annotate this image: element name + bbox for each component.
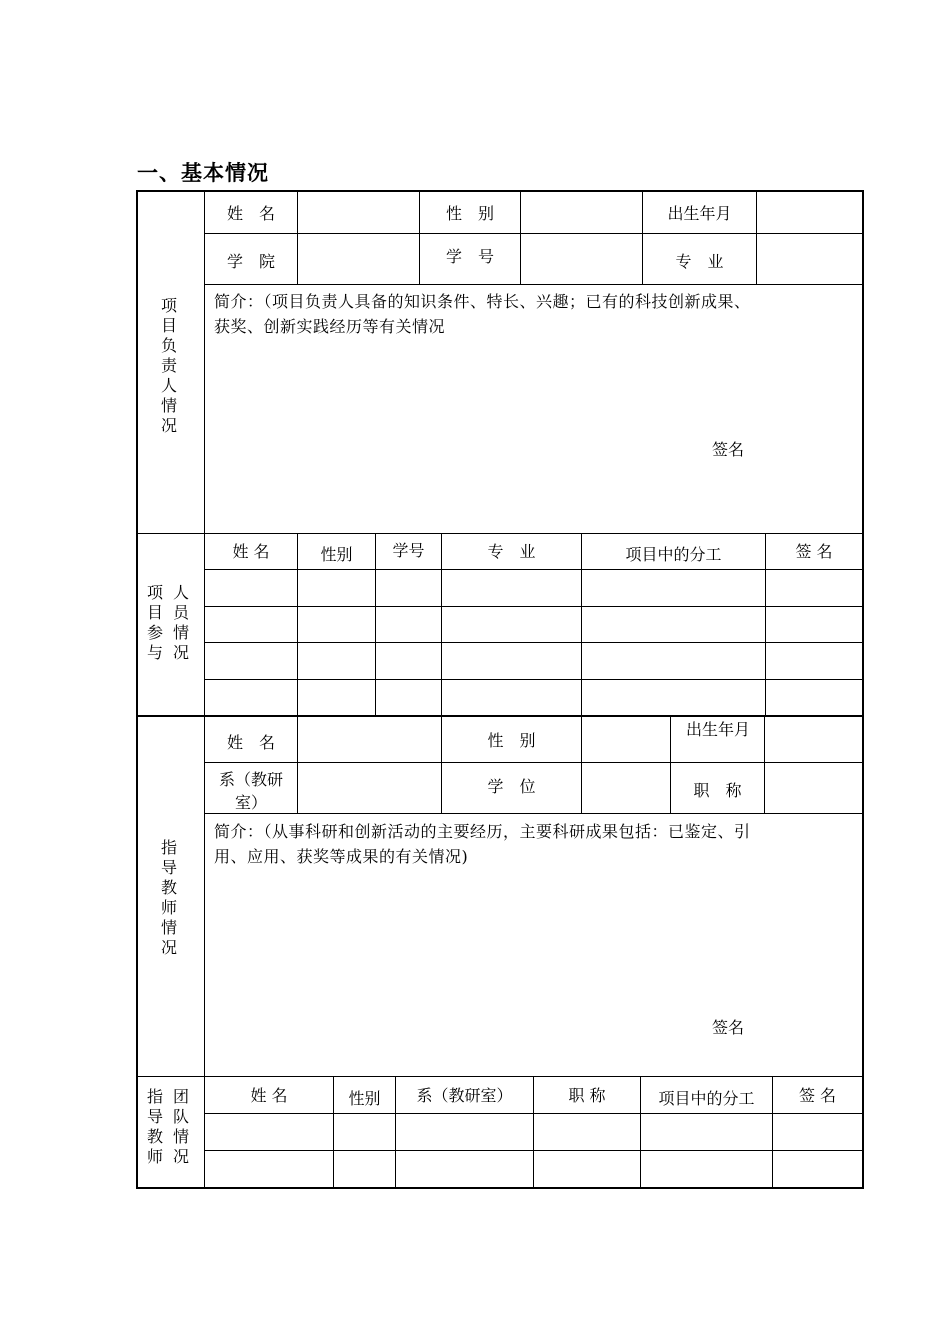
leader-gender-label: 性 别 <box>445 204 494 223</box>
divider <box>136 715 864 717</box>
members-header-name: 姓 名 <box>232 542 270 561</box>
divider <box>204 190 205 1189</box>
advisor-title-label: 职 称 <box>693 781 742 800</box>
advisor-title-field[interactable] <box>765 763 862 813</box>
divider <box>204 813 864 814</box>
team-header-dept: 系（教研室） <box>416 1086 513 1105</box>
leader-intro-text[interactable] <box>214 289 859 339</box>
leader-major-label: 专 业 <box>675 252 724 271</box>
advisor-intro-text[interactable] <box>214 819 859 869</box>
advisor-birth-field[interactable] <box>765 717 862 762</box>
leader-college-field[interactable] <box>298 234 419 284</box>
advisor-section-label: 指导教师情况 <box>160 838 177 957</box>
leader-intro-line: 获奖、创新实践经历等有关情况 <box>214 317 446 336</box>
advisor-degree-field[interactable] <box>582 763 670 813</box>
leader-section-label: 项目负责人情况 <box>160 296 177 435</box>
advisor-name-label: 姓 名 <box>226 733 275 752</box>
leader-gender-field[interactable] <box>521 191 642 233</box>
leader-college-label: 学 院 <box>226 252 275 271</box>
advisor-dept-field[interactable] <box>298 763 441 813</box>
divider <box>204 1113 864 1114</box>
advisor-name-field[interactable] <box>298 717 441 762</box>
members-header-major: 专 业 <box>487 542 536 561</box>
advisor-intro-line: 简介：（从事科研和创新活动的主要经历，主要科研成果包括：已鉴定、引 <box>214 822 751 841</box>
members-header-student-id: 学号 <box>392 541 425 560</box>
advisor-team-section-label: 指导教师 <box>146 1087 163 1166</box>
advisor-intro-line: 用、应用、获奖等成果的有关情况) <box>214 847 469 866</box>
divider <box>136 533 864 534</box>
team-header-title: 职 称 <box>568 1086 606 1105</box>
leader-student-id-label: 学 号 <box>445 247 494 266</box>
section-title: 一、基本情况 <box>137 161 269 185</box>
members-header-role: 项目中的分工 <box>625 545 722 564</box>
advisor-degree-label: 学 位 <box>487 777 536 796</box>
divider <box>204 284 864 285</box>
advisor-team-section-label: 团队情况 <box>172 1087 189 1166</box>
members-header-sign: 签 名 <box>795 542 833 561</box>
leader-name-field[interactable] <box>298 191 419 233</box>
basic-info-table <box>136 190 864 1189</box>
members-section-label: 项目参与 <box>146 583 163 662</box>
advisor-gender-label: 性 别 <box>487 731 536 750</box>
team-header-gender: 性别 <box>348 1089 381 1108</box>
team-header-sign: 签 名 <box>798 1086 837 1105</box>
advisor-gender-field[interactable] <box>582 717 670 762</box>
members-header-gender: 性别 <box>320 545 353 564</box>
team-header-role: 项目中的分工 <box>658 1089 755 1108</box>
divider <box>204 1150 864 1151</box>
advisor-dept-label: 系（教研室） <box>218 770 283 812</box>
leader-birth-label: 出生年月 <box>667 204 732 223</box>
advisor-birth-label: 出生年月 <box>685 720 750 739</box>
members-section-label: 人员情况 <box>172 583 189 662</box>
leader-intro-line: 简介：（项目负责人具备的知识条件、特长、兴趣；已有的科技创新成果、 <box>214 292 751 311</box>
leader-birth-field[interactable] <box>757 191 862 233</box>
leader-sign-label: 签名 <box>712 440 745 459</box>
divider <box>136 1076 864 1077</box>
leader-name-label: 姓 名 <box>226 204 275 223</box>
team-header-name: 姓 名 <box>250 1086 288 1105</box>
advisor-sign-label: 签名 <box>712 1018 745 1037</box>
leader-major-field[interactable] <box>757 234 862 284</box>
leader-student-id-field[interactable] <box>521 234 642 284</box>
